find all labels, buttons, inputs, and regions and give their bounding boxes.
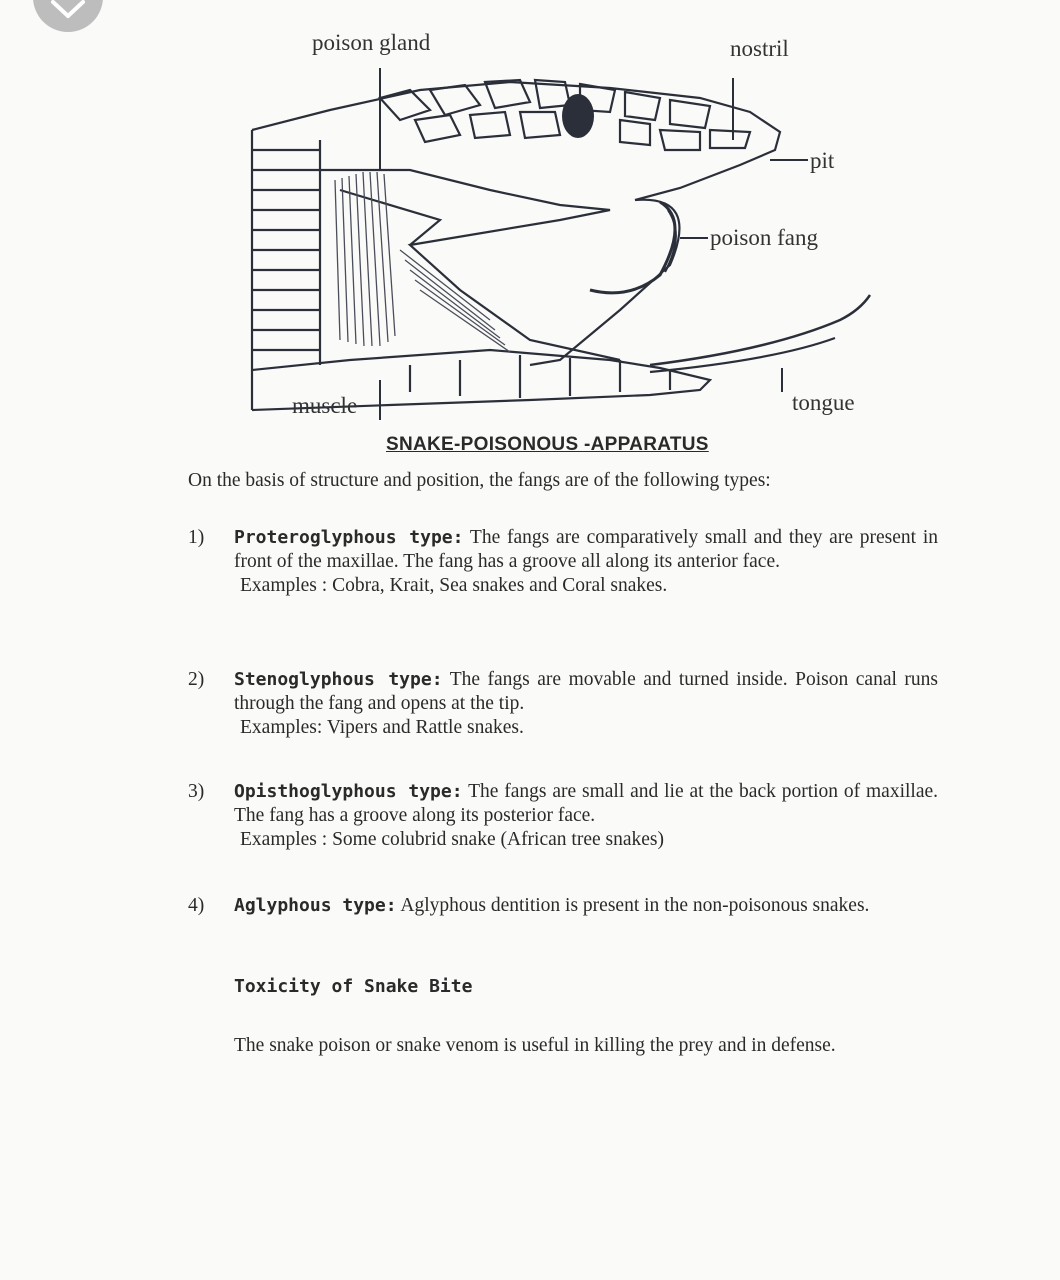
item-number: 4) bbox=[188, 895, 205, 916]
section-heading-toxicity: Toxicity of Snake Bite bbox=[234, 976, 473, 997]
label-poison-gland: poison gland bbox=[312, 30, 431, 55]
label-pit: pit bbox=[810, 148, 835, 173]
fang-type-term: Opisthoglyphous type: bbox=[234, 781, 463, 802]
label-nostril: nostril bbox=[730, 36, 789, 61]
close-button[interactable] bbox=[33, 0, 103, 32]
fang-type-term: Proteroglyphous type: bbox=[234, 527, 464, 548]
close-x-icon bbox=[33, 0, 103, 32]
snake-head-diagram bbox=[230, 20, 890, 460]
item-number: 2) bbox=[188, 669, 205, 690]
diagram-caption: SNAKE-POISONOUS -APPARATUS bbox=[386, 434, 709, 455]
item-number: 3) bbox=[188, 781, 205, 802]
toxicity-text: The snake poison or snake venom is useful in killing the prey and in defense. bbox=[234, 1035, 836, 1056]
fang-type-examples: Examples : Some colubrid snake (African tree snakes) bbox=[240, 829, 664, 850]
fang-type-term: Aglyphous type: bbox=[234, 895, 397, 916]
fang-type-description: The fangs are small and lie at the back portion of maxillae. The fang has a groove along its posterior face. bbox=[234, 781, 939, 826]
label-muscle: muscle bbox=[292, 393, 358, 418]
fang-type-examples: Examples: Vipers and Rattle snakes. bbox=[240, 717, 524, 738]
fang-type-examples: Examples : Cobra, Krait, Sea snakes and Coral snakes. bbox=[240, 575, 668, 596]
fang-type-description: The fangs are comparatively small and they are present in front of the maxillae. The fang has a groove all along its anterior face. bbox=[234, 527, 938, 572]
fang-type-term: Stenoglyphous type: bbox=[234, 669, 443, 690]
fang-type-description: The fangs are movable and turned inside. Poison canal runs through the fang and opens at the tip. bbox=[234, 669, 938, 714]
label-poison-fang: poison fang bbox=[710, 225, 818, 250]
label-tongue: tongue bbox=[792, 390, 855, 415]
item-number: 1) bbox=[188, 527, 205, 548]
intro-text: On the basis of structure and position, the fangs are of the following types: bbox=[188, 470, 771, 491]
fang-type-description: Aglyphous dentition is present in the non-poisonous snakes. bbox=[400, 895, 870, 916]
